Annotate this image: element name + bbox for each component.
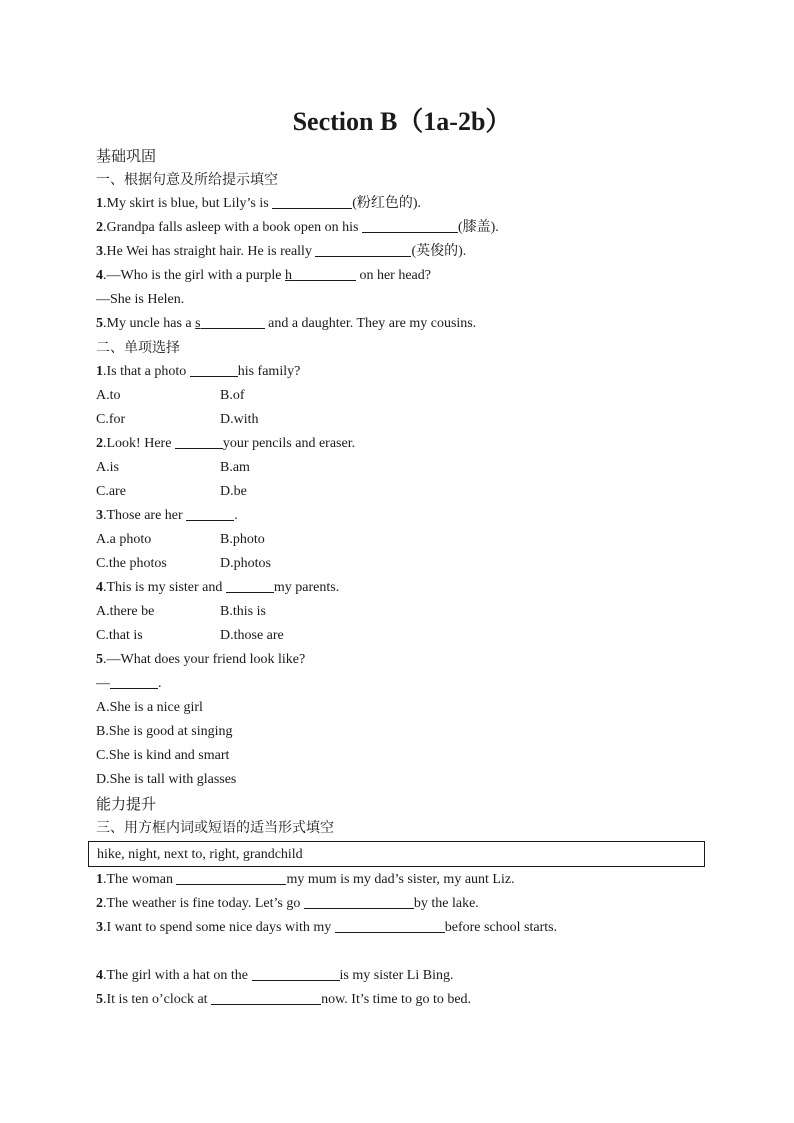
exercise-2-heading: 二、单项选择	[96, 340, 180, 356]
option-a[interactable]: A.is	[96, 460, 119, 475]
option-row	[96, 384, 708, 408]
option-b[interactable]: B.this is	[220, 604, 266, 619]
fill-item-3: 3.He Wei has straight hair. He is really (英俊的).	[96, 240, 708, 264]
option-c[interactable]: C.that is	[96, 628, 143, 643]
answer-blank[interactable]	[176, 869, 286, 885]
exercise-1-heading: 一、根据句意及所给提示填空	[96, 172, 278, 188]
option-d[interactable]: D.those are	[220, 628, 284, 643]
answer-blank[interactable]	[252, 965, 340, 981]
answer-blank[interactable]	[272, 193, 352, 209]
answer-blank[interactable]	[304, 893, 414, 909]
section-heading-advanced: 能力提升	[96, 795, 157, 813]
option-c[interactable]: C.for	[96, 412, 126, 427]
answer-blank[interactable]	[201, 313, 265, 329]
answer-blank[interactable]	[292, 265, 356, 281]
option-b[interactable]: B.She is good at singing	[96, 724, 233, 739]
option-a[interactable]: A.there be	[96, 604, 155, 619]
section-heading-basic: 基础巩固	[96, 147, 157, 165]
option-b[interactable]: B.am	[220, 460, 250, 475]
option-a[interactable]: A.to	[96, 388, 121, 403]
mc-question-5: 5.—What does your friend look like?	[96, 652, 306, 667]
fill-item-3: 3.I want to spend some nice days with my before school starts.	[96, 916, 708, 940]
answer-blank[interactable]	[211, 989, 321, 1005]
answer-blank[interactable]	[315, 241, 411, 257]
fill-item-1: 1.My skirt is blue, but Lily’s is (粉红色的).	[96, 192, 708, 216]
answer-blank[interactable]	[190, 361, 238, 377]
exercise-3-heading: 三、用方框内词或短语的适当形式填空	[96, 820, 334, 836]
page-title: Section B（1a-2b）	[292, 107, 512, 136]
option-row	[96, 480, 708, 504]
option-row	[96, 408, 708, 432]
answer-blank[interactable]	[362, 217, 458, 233]
answer-blank[interactable]	[226, 577, 274, 593]
hint-letter: h	[284, 268, 292, 283]
word-box: hike, night, next to, right, grandchild	[88, 841, 705, 867]
fill-item-1: 1.The woman my mum is my dad’s sister, my aunt Liz.	[96, 868, 708, 892]
option-row	[96, 552, 708, 576]
answer-blank[interactable]	[186, 505, 234, 521]
answer-blank[interactable]	[110, 673, 158, 689]
option-row	[96, 624, 708, 648]
option-d[interactable]: D.with	[220, 412, 259, 427]
option-row	[96, 456, 708, 480]
option-c[interactable]: C.the photos	[96, 556, 167, 571]
mc-question-3: 3.Those are her .	[96, 504, 708, 528]
dialogue-response: —She is Helen.	[96, 292, 185, 307]
option-c[interactable]: C.are	[96, 484, 126, 499]
fill-item-2: 2.The weather is fine today. Let’s go by the lake.	[96, 892, 708, 916]
worksheet-page	[96, 100, 708, 1012]
option-b[interactable]: B.photo	[220, 532, 265, 547]
option-d[interactable]: D.She is tall with glasses	[96, 772, 237, 787]
fill-item-2: 2.Grandpa falls asleep with a book open on his (膝盖).	[96, 216, 708, 240]
option-a[interactable]: A.a photo	[96, 532, 152, 547]
answer-line: — .	[96, 672, 708, 696]
fill-item-5: 5.My uncle has a s and a daughter. They are my cousins.	[96, 312, 708, 336]
mc-question-2: 2.Look! Here your pencils and eraser.	[96, 432, 708, 456]
option-row	[96, 600, 708, 624]
option-a[interactable]: A.She is a nice girl	[96, 700, 203, 715]
option-row	[96, 528, 708, 552]
mc-question-1: 1.Is that a photo his family?	[96, 360, 708, 384]
fill-item-4: 4.The girl with a hat on the is my sister Li Bing.	[96, 964, 708, 988]
fill-item-4: 4.—Who is the girl with a purple h on her head?	[96, 264, 708, 288]
answer-blank[interactable]	[335, 917, 445, 933]
spacer	[96, 940, 708, 964]
mc-question-4: 4.This is my sister and my parents.	[96, 576, 708, 600]
option-d[interactable]: D.be	[220, 484, 247, 499]
option-b[interactable]: B.of	[220, 388, 245, 403]
option-c[interactable]: C.She is kind and smart	[96, 748, 230, 763]
fill-item-5: 5.It is ten o’clock at now. It’s time to go to bed.	[96, 988, 708, 1012]
hint-letter: s	[195, 316, 201, 331]
answer-blank[interactable]	[175, 433, 223, 449]
option-d[interactable]: D.photos	[220, 556, 271, 571]
